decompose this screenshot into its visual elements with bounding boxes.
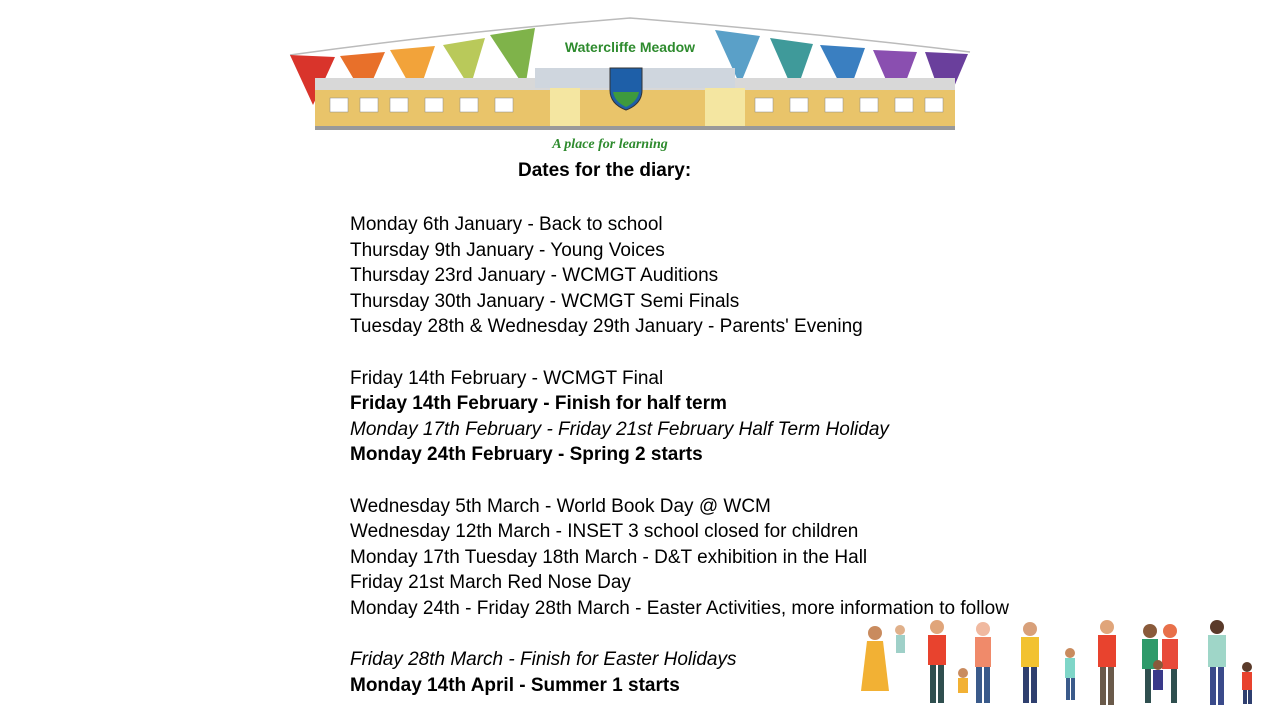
date-entry: Wednesday 5th March - World Book Day @ WCM xyxy=(350,495,771,517)
school-tagline: A place for learning xyxy=(552,137,668,152)
date-entry: Thursday 23rd January - WCMGT Auditions xyxy=(350,265,719,287)
family-group-3 xyxy=(1021,620,1116,705)
date-entry: Monday 14th April - Summer 1 starts xyxy=(350,674,680,696)
date-entry: Friday 14th February - WCMGT Final xyxy=(350,367,664,389)
date-entry: Wednesday 12th March - INSET 3 school closed for children xyxy=(350,521,859,543)
date-entry: Friday 28th March - Finish for Easter Holidays xyxy=(350,649,737,671)
family-group-2 xyxy=(928,620,991,703)
date-entry: Monday 6th January - Back to school xyxy=(350,214,663,235)
date-entry: Tuesday 28th & Wednesday 29th January - Parents' Evening xyxy=(350,316,863,338)
date-entry: Friday 14th February - Finish for half term xyxy=(350,393,727,415)
page-heading: Dates for the diary: xyxy=(518,160,692,181)
date-entry: Friday 21st March Red Nose Day xyxy=(350,572,631,594)
date-entry: Thursday 30th January - WCMGT Semi Finals xyxy=(350,290,740,312)
family-group-4 xyxy=(1142,624,1178,703)
date-entry: Monday 24th - Friday 28th March - Easter Activities, more information to follow xyxy=(350,597,1009,619)
school-logo-banner xyxy=(285,10,975,160)
families-illustration xyxy=(845,615,1265,715)
date-entry: Monday 24th February - Spring 2 starts xyxy=(350,444,703,466)
date-entry: Monday 17th February - Friday 21st February Half Term Holiday xyxy=(350,418,889,440)
date-entry: Thursday 9th January - Young Voices xyxy=(350,239,665,261)
date-entry: Monday 17th Tuesday 18th March - D&T exhibition in the Hall xyxy=(350,546,868,568)
family-group-5 xyxy=(1208,620,1252,705)
school-name: Watercliffe Meadow xyxy=(564,39,696,55)
family-group-1 xyxy=(861,625,905,691)
group-spacer xyxy=(350,468,1009,494)
group-spacer xyxy=(350,340,1009,366)
